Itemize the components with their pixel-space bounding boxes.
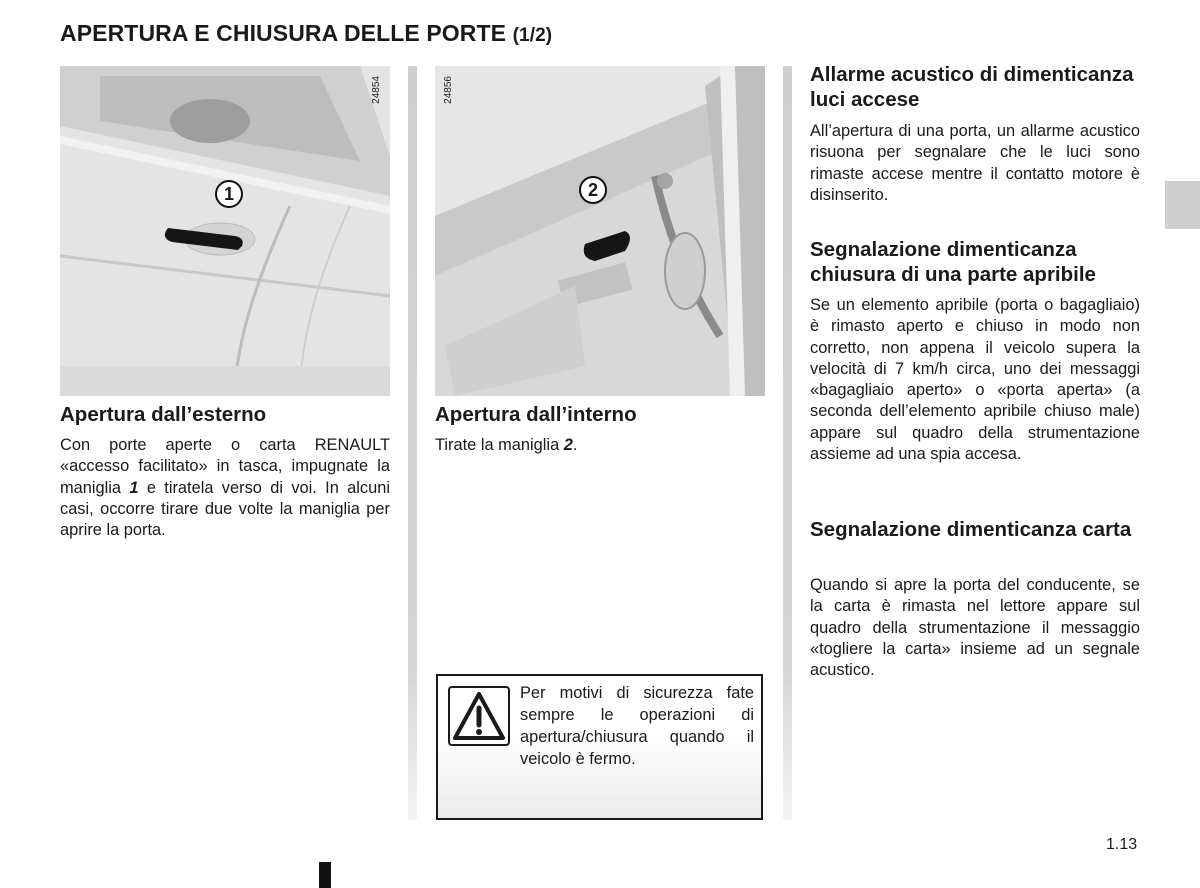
heading-opening-reminder: Segnalazione dimenticanza chiusura di una parte apribile (810, 238, 1096, 286)
heading-exterior-opening: Apertura dall’esterno (60, 403, 267, 426)
paragraph-interior-opening (435, 435, 765, 456)
column-divider-right (783, 66, 792, 820)
print-crop-mark (319, 862, 331, 888)
safety-warning-box (436, 674, 763, 820)
page-number: 1.13 (1106, 836, 1138, 853)
warning-text: Per motivi di sicurezza fate sempre le operazioni di apertura/chiusura quando il veicolo è fermo. (520, 684, 754, 768)
door-handle-exterior-photo (60, 66, 390, 396)
reference-number: 2 (563, 436, 573, 454)
page-title-text: APERTURA E CHIUSURA DELLE PORTE (60, 20, 507, 46)
paragraph-lights-reminder: All’apertura di una porta, un allarme acustico risuona per segnalare che le luci sono rimaste accese mentre il contatto motore è disinserito. (810, 122, 1140, 204)
paragraph-text: e tiratela verso di voi. In alcuni casi, occorre tirare due volte la maniglia per aprire la porta. (60, 478, 390, 540)
paragraph-exterior-opening (60, 435, 390, 541)
figure-interior-handle (435, 66, 765, 396)
section-thumb-tab (1165, 181, 1200, 229)
paragraph-text: Con porte aperte o carta RENAULT «accesso facilitato» in tasca, impugnate la maniglia (60, 436, 390, 497)
paragraph-opening-reminder: Se un elemento apribile (porta o bagagliaio) è rimasto aperto e chiuso in modo non corretto, non appena il veicolo supera la velocità di 7 km/h circa, uno dei messaggi «bagagliaio aperto» o «porta aperta» (a seconda dell’elemento apribile chiuso male) appare sul quadro della strumentazione assieme ad una spia accesa. (810, 296, 1140, 464)
column-divider-left (408, 66, 417, 820)
page-title (60, 20, 552, 47)
warning-triangle-icon (448, 686, 510, 746)
heading-interior-opening: Apertura dall’interno (435, 403, 637, 426)
heading-lights-reminder: Allarme acustico di dimenticanza luci accese (810, 63, 1134, 111)
callout-1: 1 (215, 180, 243, 208)
paragraph-text: Tirate la maniglia (435, 436, 564, 454)
figure-exterior-handle (60, 66, 390, 396)
reference-number: 1 (129, 478, 139, 497)
door-handle-interior-photo (435, 66, 765, 396)
heading-card-reminder: Segnalazione dimenticanza carta (810, 518, 1132, 541)
paragraph-card-reminder: Quando si apre la porta del conducente, se la carta è rimasta nel lettore appare sul quadro della strumentazione il messaggio «togliere la carta» insieme ad un segnale acustico. (810, 576, 1140, 680)
callout-2: 2 (579, 176, 607, 204)
paragraph-text: . (572, 436, 578, 454)
figure-code: 24854 (371, 76, 382, 104)
figure-code: 24856 (443, 76, 454, 104)
page-title-suffix: (1/2) (512, 25, 553, 46)
